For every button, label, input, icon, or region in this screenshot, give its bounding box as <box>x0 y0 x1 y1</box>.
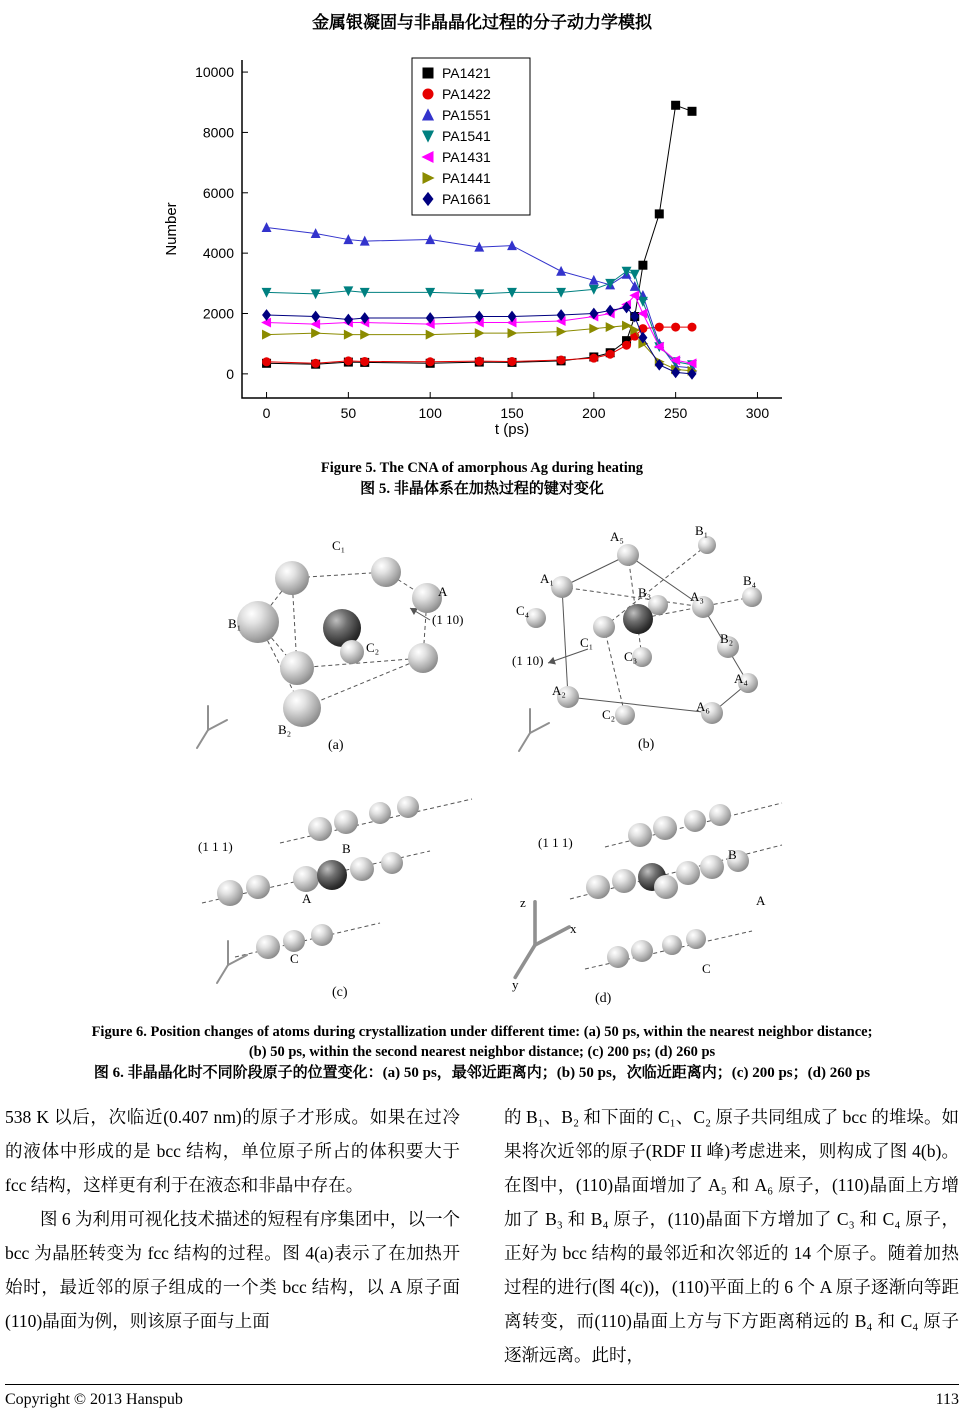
atom-label: C <box>702 961 711 976</box>
atom-label: C <box>290 951 299 966</box>
paragraph: 的 B₁、B₂ 和下面的 C₁、C₂ 原子共同组成了 bcc 的堆垛。如果将次近邻的原子(RDF II 峰)考虑进来，则构成了图 4(b)。在图中，(110)晶面增加了 A₅ 和 A₆ 原子，(110)晶面上方增加了 B₃ 和 B₄ 原子，(110)晶面下方增加了 C₃ 和 C₄ 原子，正好为 bcc 结构的最邻近和次邻近的 14 个原子。随着加热过程的进行(图 4(c))，(110)平面上的 6 个 A 原子逐渐向等距离转变，而(110)晶面上方与下方距离稍远的 B₄ 和 C₄ 原子逐渐远离。此时， <box>504 1107 959 1365</box>
marker-PA1421 <box>688 107 697 116</box>
marker-PA1422 <box>688 323 697 332</box>
atom-label: A₅ <box>610 529 624 544</box>
page-number: 113 <box>935 1391 959 1408</box>
x-tick-label: 300 <box>745 405 770 421</box>
atom-sphere <box>676 861 700 885</box>
atom-sphere <box>275 561 309 595</box>
left-column <box>5 1100 460 1372</box>
figure5-chart <box>160 48 805 440</box>
atom-sphere <box>237 601 279 643</box>
atom-label: A₂ <box>552 683 566 698</box>
axes-triad-icon <box>515 902 569 978</box>
atom-label: C₂ <box>366 640 380 655</box>
marker-PA1441 <box>606 322 616 332</box>
x-axis-label: t (ps) <box>494 421 530 438</box>
atom-sphere <box>631 940 653 962</box>
marker-PA1422 <box>589 354 598 363</box>
y-tick-label: 6000 <box>202 184 234 201</box>
marker-PA1421 <box>638 261 647 270</box>
marker-PA1422 <box>671 323 680 332</box>
marker-PA1422 <box>606 350 615 359</box>
marker-PA1551 <box>556 266 566 276</box>
marker-PA1541 <box>622 267 632 277</box>
figure6-caption <box>0 1022 964 1084</box>
panel-caption: (b) <box>638 737 655 752</box>
legend-label-PA1441: PA1441 <box>442 170 491 186</box>
marker-PA1431 <box>629 290 639 300</box>
atom-sphere <box>280 651 314 685</box>
atom-label: A₁ <box>540 571 554 586</box>
legend-label-PA1422: PA1422 <box>442 86 491 102</box>
cna-chart-svg <box>160 48 805 440</box>
atom-sphere <box>617 544 639 566</box>
atom-sphere <box>653 816 677 840</box>
marker-PA1551 <box>262 222 272 232</box>
marker-PA1422 <box>655 323 664 332</box>
marker-PA1551 <box>425 234 435 244</box>
atom-sphere <box>381 852 403 874</box>
marker-PA1541 <box>474 289 484 299</box>
atom-sphere <box>654 875 678 899</box>
atom-label: A <box>438 584 448 599</box>
axes-triad-icon <box>519 709 549 751</box>
legend-label-PA1551: PA1551 <box>442 107 491 123</box>
marker-PA1422 <box>557 355 566 364</box>
atom-sphere <box>593 616 615 638</box>
marker-PA1441 <box>475 328 485 338</box>
atom-sphere <box>340 640 364 664</box>
atom-label: A <box>302 891 312 906</box>
axes-triad-icon <box>197 706 227 748</box>
atom-sphere <box>217 880 243 906</box>
marker-PA1441 <box>508 328 518 338</box>
atom-sphere <box>662 935 682 955</box>
marker-PA1441 <box>262 330 272 340</box>
marker-PA1421 <box>655 209 664 218</box>
marker-PA1421 <box>671 101 680 110</box>
copyright: Copyright © 2013 Hanspub <box>5 1391 183 1408</box>
x-tick-label: 100 <box>418 405 442 421</box>
atom-label: C₃ <box>624 649 638 664</box>
paragraph: 538 K 以后，次临近(0.407 nm)的原子才形成。如果在过冷的液体中形成的是 bcc 结构，单位原子所占的体积要大于 fcc 结构，这样更有利于在液态和非晶中存在。 <box>5 1107 460 1195</box>
marker-PA1441 <box>426 330 436 340</box>
plane-label: (1 10) <box>512 653 544 668</box>
figure6-panel-c <box>180 795 480 1010</box>
atom-sphere <box>369 802 391 824</box>
atom-sphere <box>246 875 270 899</box>
atom-sphere <box>317 860 347 890</box>
figure6-panel-b <box>500 515 795 770</box>
legend-label-PA1421: PA1421 <box>442 65 491 81</box>
marker-PA1441 <box>360 330 370 340</box>
marker-PA1541 <box>630 270 640 280</box>
atom-sphere <box>628 823 652 847</box>
marker-PA1422 <box>475 357 484 366</box>
x-tick-label: 50 <box>340 405 357 421</box>
marker-PA1422 <box>344 356 353 365</box>
marker-PA1441 <box>344 330 354 340</box>
y-tick-label: 4000 <box>202 245 234 262</box>
marker-PA1422 <box>311 359 320 368</box>
atom-label: B₃ <box>638 585 652 600</box>
atom-sphere <box>742 587 762 607</box>
atom-sphere <box>686 929 706 949</box>
marker-PA1441 <box>589 324 599 334</box>
panel-caption: (d) <box>595 991 612 1006</box>
legend-label-PA1431: PA1431 <box>442 149 491 165</box>
axis-label-x: x <box>570 921 577 936</box>
figure5-caption-zh: 图 5. 非晶体系在加热过程的键对变化 <box>360 481 604 497</box>
y-tick-label: 10000 <box>195 64 234 81</box>
atom-sphere <box>607 946 629 968</box>
atom-sphere <box>256 935 280 959</box>
plane-label: (1 1 1) <box>538 835 573 850</box>
atom-label: B <box>728 847 737 862</box>
legend-marker-PA1421 <box>423 68 434 79</box>
atom-label: A₄ <box>734 671 748 686</box>
atom-sphere <box>709 804 731 826</box>
atom-label: B₁ <box>695 523 709 538</box>
atom-label: A₃ <box>690 589 704 604</box>
atom-label: A₆ <box>696 699 710 714</box>
atom-label: B₁ <box>228 616 242 631</box>
y-tick-label: 2000 <box>202 305 234 322</box>
figure6-caption-zh: 图 6. 非晶晶化时不同阶段原子的位置变化：(a) 50 ps，最邻近距离内；(b) 50 ps，次临近距离内；(c) 200 ps；(d) 260 ps <box>93 1065 871 1081</box>
marker-PA1422 <box>426 357 435 366</box>
atom-sphere <box>623 604 653 634</box>
figure6-panels <box>0 515 964 1020</box>
figure6-panel-d <box>490 795 795 1020</box>
plane-label: (1 10) <box>432 612 464 627</box>
atom-sphere <box>684 810 706 832</box>
figure5-caption-en: Figure 5. The CNA of amorphous Ag during heating <box>320 460 644 476</box>
atom-sphere <box>615 705 635 725</box>
atom-sphere <box>551 576 573 598</box>
legend-label-PA1661: PA1661 <box>442 191 491 207</box>
marker-PA1422 <box>508 357 517 366</box>
right-column <box>504 1100 959 1372</box>
atom-label: C₁ <box>332 538 346 553</box>
marker-PA1422 <box>622 341 631 350</box>
marker-PA1541 <box>311 289 321 299</box>
atom-label: B₂ <box>720 631 734 646</box>
atom-sphere <box>586 875 610 899</box>
legend-label-PA1541: PA1541 <box>442 128 491 144</box>
marker-PA1422 <box>262 357 271 366</box>
figure6-caption-en-line1: Figure 6. Position changes of atoms during crystallization under different time: (a) 50 ps, within the nearest neighbor distance; <box>91 1024 873 1040</box>
axis-label-z: z <box>520 895 526 910</box>
atom-sphere <box>371 557 401 587</box>
x-tick-label: 0 <box>262 405 271 421</box>
atom-sphere <box>283 930 305 952</box>
atom-sphere <box>311 924 333 946</box>
atom-label: C₄ <box>516 603 530 618</box>
figure6-caption-en-line2: (b) 50 ps, within the second nearest neighbor distance; (c) 200 ps; (d) 260 ps <box>248 1044 716 1060</box>
panel-caption: (c) <box>332 985 348 1000</box>
y-axis-label: Number <box>163 202 180 256</box>
page-header <box>0 8 964 33</box>
paragraph: 图 6 为利用可视化技术描述的短程有序集团中，以一个 bcc 为晶胚转变为 fcc 结构的过程。图 4(a)表示了在加热开始时，最近邻的原子组成的一个类 bcc 结构，以 A 原子面(110)晶面为例，则该原子面与上面 <box>5 1209 460 1331</box>
axes-triad-icon <box>217 941 247 983</box>
atom-sphere <box>700 855 724 879</box>
marker-PA1441 <box>311 328 321 338</box>
figure6-panel-a <box>180 520 480 760</box>
y-tick-label: 8000 <box>202 124 234 141</box>
x-tick-label: 250 <box>663 405 688 421</box>
panel-lines <box>500 515 795 770</box>
x-tick-label: 200 <box>582 405 606 421</box>
atom-label: A <box>756 893 766 908</box>
marker-PA1441 <box>557 327 567 337</box>
panel-caption: (a) <box>328 738 344 753</box>
atom-label: B₄ <box>743 573 757 588</box>
atom-label: C₂ <box>602 707 616 722</box>
x-tick-label: 150 <box>500 405 524 421</box>
axis-label-y: y <box>512 977 519 992</box>
figure5-caption <box>0 458 964 500</box>
atom-sphere <box>408 643 438 673</box>
atom-label: B₂ <box>278 722 292 737</box>
legend-marker-PA1422 <box>423 89 434 100</box>
atom-sphere <box>612 869 636 893</box>
plane-label: (1 1 1) <box>198 839 233 854</box>
atom-label: C₁ <box>580 635 594 650</box>
atom-sphere <box>350 857 374 881</box>
atom-sphere <box>293 866 319 892</box>
atom-label: B <box>342 841 351 856</box>
atom-sphere <box>334 810 358 834</box>
atom-sphere <box>397 796 419 818</box>
body-text <box>5 1100 959 1372</box>
paper-title: 金属银凝固与非晶晶化过程的分子动力学模拟 <box>312 13 652 32</box>
marker-PA1551 <box>507 240 517 250</box>
page-footer <box>5 1384 959 1409</box>
y-tick-label: 0 <box>226 365 234 382</box>
atom-sphere <box>308 817 332 841</box>
marker-PA1422 <box>360 357 369 366</box>
